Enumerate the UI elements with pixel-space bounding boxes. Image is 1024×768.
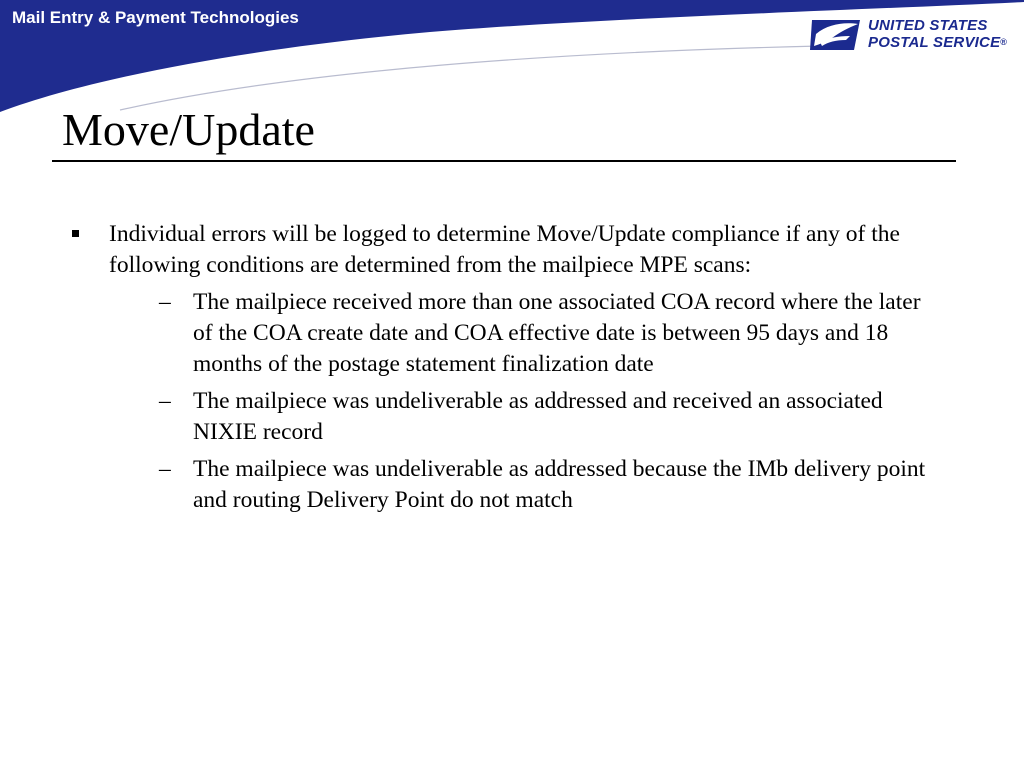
trademark-symbol: ® (1000, 37, 1008, 47)
slide-body (70, 219, 930, 522)
bullet-text: Individual errors will be logged to determine Move/Update compliance if any of the following conditions are determined from the mailpiece MPE scans: (109, 221, 900, 278)
sub-bullet-item (109, 287, 930, 380)
sub-bullet-item (109, 386, 930, 448)
bullet-item (70, 219, 930, 516)
sub-bullet-text: The mailpiece was undeliverable as addressed because the IMb delivery point and routing Delivery Point do not match (193, 456, 926, 513)
dash-marker: – (159, 456, 171, 482)
sub-bullet-list (109, 287, 930, 516)
logo-wordmark (868, 17, 1007, 51)
department-label: Mail Entry & Payment Technologies (12, 8, 299, 27)
logo-line-1: UNITED STATES (868, 17, 988, 34)
dash-marker: – (159, 289, 171, 315)
title-underline (52, 160, 956, 162)
dash-marker: – (159, 388, 171, 414)
logo-line-2-text: POSTAL SERVICE (868, 34, 1001, 51)
usps-logo (810, 16, 1007, 52)
logo-line-2 (868, 34, 1007, 51)
sub-bullet-item (109, 454, 930, 516)
sub-bullet-text: The mailpiece was undeliverable as addressed and received an associated NIXIE record (193, 388, 883, 445)
square-bullet-icon (72, 230, 79, 237)
sub-bullet-text: The mailpiece received more than one associated COA record where the later of the COA create date and COA effective date is between 95 days and 18 months of the postage statement finalization date (193, 289, 921, 377)
slide-title: Move/Update (62, 104, 315, 155)
eagle-head-icon (810, 16, 862, 52)
